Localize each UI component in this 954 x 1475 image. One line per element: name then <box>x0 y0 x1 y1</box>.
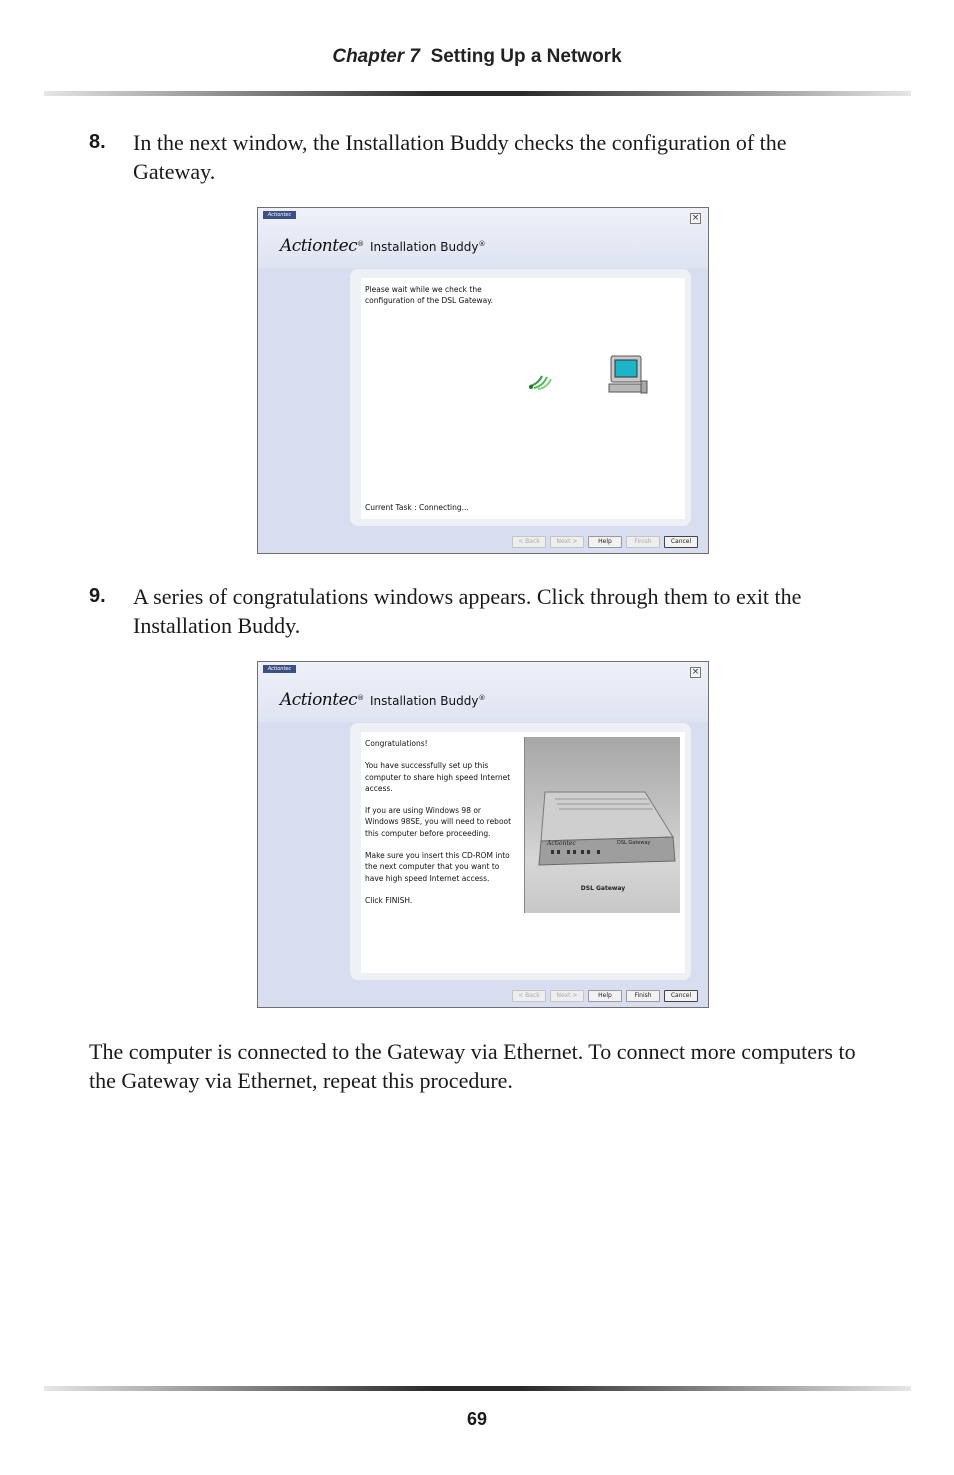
chapter-label: Chapter 7 <box>332 46 420 67</box>
photo-model: DSL Gateway <box>617 840 651 846</box>
product-name: Installation Buddy <box>370 694 479 708</box>
title-badge: Actiontec <box>263 211 296 219</box>
title-badge: Actiontec <box>263 665 296 673</box>
next-button[interactable]: Next > <box>550 536 584 548</box>
product-name: Installation Buddy <box>370 240 479 254</box>
step-text: In the next window, the Installation Buddy checks the configuration of the Gateway. <box>133 130 787 184</box>
wizard-buttons <box>512 536 698 548</box>
header-rule <box>44 91 911 96</box>
installation-buddy-window-congratulations <box>257 661 709 1008</box>
help-button[interactable]: Help <box>588 990 622 1002</box>
close-icon[interactable]: × <box>691 667 700 677</box>
dsl-gateway-photo <box>524 737 680 913</box>
running-header <box>0 46 954 68</box>
status-message: Please wait while we check the configuration of the DSL Gateway. <box>365 285 493 306</box>
close-icon[interactable]: × <box>691 213 700 223</box>
current-task: Current Task : Connecting... <box>365 503 469 512</box>
step-text: A series of congratulations windows appears. Click through them to exit the Installation Buddy. <box>133 584 802 638</box>
congratulations-message: Congratulations! You have successfully set up this computer to share high speed Internet access. If you are using Windows 98 or Windows 98SE, you will need to reboot this computer before proceeding. Make sure you insert this CD-ROM into the next computer that you want to have high speed Internet access. Click FINISH. <box>365 739 512 905</box>
help-button[interactable]: Help <box>588 536 622 548</box>
installation-buddy-window-checking <box>257 207 709 554</box>
computer-icon <box>605 353 651 399</box>
closing-paragraph: The computer is connected to the Gateway via Ethernet. To connect more computers to the Gateway via Ethernet, repeat this procedure. <box>89 1039 856 1093</box>
step-8 <box>89 128 869 186</box>
product-branding: Actiontec® Installation Buddy® <box>280 690 486 710</box>
next-button[interactable]: Next > <box>550 990 584 1002</box>
step-number: 8. <box>89 131 106 153</box>
step-number: 9. <box>89 585 106 607</box>
cancel-button[interactable]: Cancel <box>664 990 698 1002</box>
back-button[interactable]: < Back <box>512 536 546 548</box>
actiontec-logo: Actiontec <box>280 236 358 256</box>
finish-button[interactable]: Finish <box>626 536 660 548</box>
content-area <box>361 732 685 973</box>
cancel-button[interactable]: Cancel <box>664 536 698 548</box>
finish-button[interactable]: Finish <box>626 990 660 1002</box>
product-branding: Actiontec® Installation Buddy® <box>280 236 486 256</box>
chapter-title: Setting Up a Network <box>430 46 622 67</box>
photo-caption: DSL Gateway <box>580 885 626 892</box>
footer-rule <box>44 1386 911 1391</box>
wizard-buttons <box>512 990 698 1002</box>
actiontec-logo: Actiontec <box>280 690 358 710</box>
signal-wave-icon <box>526 368 556 390</box>
photo-brand: Actiontec <box>547 840 576 847</box>
content-area <box>361 278 685 519</box>
page-number: 69 <box>466 1409 488 1429</box>
step-9 <box>89 582 869 640</box>
back-button[interactable]: < Back <box>512 990 546 1002</box>
